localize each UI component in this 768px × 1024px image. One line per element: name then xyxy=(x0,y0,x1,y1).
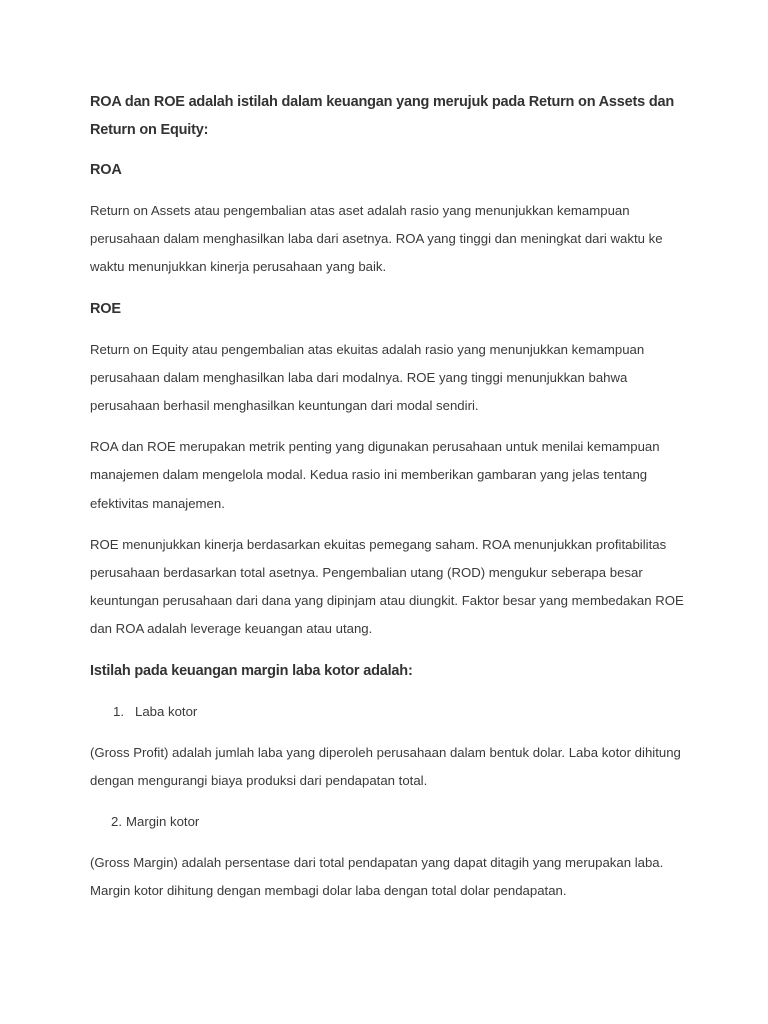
gross-margin-paragraph: (Gross Margin) adalah persentase dari total pendapatan yang dapat ditagih yang merupakan laba. Margin kotor dihitung dengan membagi dolar laba dengan total dolar pendapatan. xyxy=(90,855,664,899)
list-number: 1. xyxy=(113,703,124,719)
gross-profit-paragraph: (Gross Profit) adalah jumlah laba yang diperoleh perusahaan dalam bentuk dolar. Laba kotor dihitung dengan mengurangi biaya produksi dari pendapatan total. xyxy=(90,744,681,788)
list-item-laba-kotor xyxy=(90,698,690,726)
margin-heading: Istilah pada keuangan margin laba kotor adalah: xyxy=(90,662,413,679)
list-label: Laba kotor xyxy=(135,703,198,719)
leverage-paragraph: ROE menunjukkan kinerja berdasarkan ekuitas pemegang saham. ROA menunjukkan profitabilitas perusahaan berdasarkan total asetnya. Pengembalian utang (ROD) mengukur seberapa besar keuntungan perusahaan dari dana yang dipinjam atau diungkit. Faktor besar yang membedakan ROE dan ROA adalah leverage keuangan atau utang. xyxy=(90,536,684,637)
intro-heading: ROA dan ROE adalah istilah dalam keuangan yang merujuk pada Return on Assets dan Return on Equity: xyxy=(90,94,675,138)
roa-heading: ROA xyxy=(90,162,122,178)
roa-paragraph: Return on Assets atau pengembalian atas aset adalah rasio yang menunjukkan kemampuan perusahaan dalam menghasilkan laba dari asetnya. ROA yang tinggi dan meningkat dari waktu ke waktu menunjukkan kinerja perusahaan yang baik. xyxy=(90,203,663,275)
document-body xyxy=(90,88,690,918)
list-label: Margin kotor xyxy=(126,814,200,830)
roe-heading: ROE xyxy=(90,300,121,317)
list-item-margin-kotor xyxy=(90,808,690,836)
list-number: 2. xyxy=(111,814,122,830)
roe-paragraph: Return on Equity atau pengembalian atas ekuitas adalah rasio yang menunjukkan kemampuan perusahaan dalam menghasilkan laba dari modalnya. ROE yang tinggi menunjukkan bahwa perusahaan berhasil menghasilkan keuntungan dari modal sendiri. xyxy=(90,341,645,414)
metrics-paragraph: ROA dan ROE merupakan metrik penting yang digunakan perusahaan untuk menilai kemampuan manajemen dalam mengelola modal. Kedua rasio ini memberikan gambaran yang jelas tentang efektivitas manajemen. xyxy=(90,439,660,511)
